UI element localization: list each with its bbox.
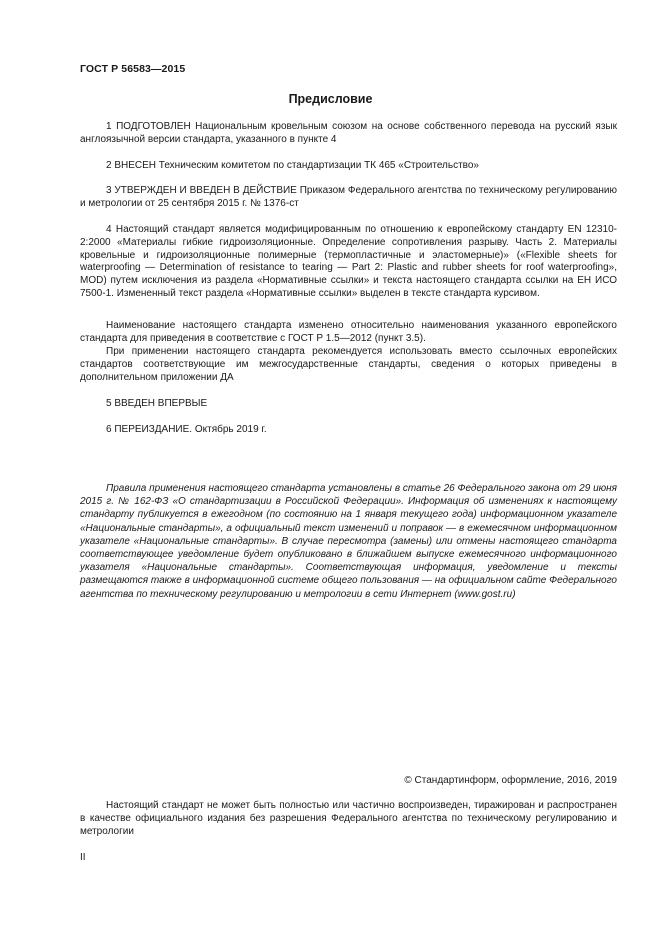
paragraph-introduced: 5 ВВЕДЕН ВПЕРВЫЕ bbox=[106, 398, 208, 409]
rules-notice: Правила применения настоящего стандарта установлены в статье 26 Федерального закона от 29 июня 2015 г. № 162-ФЗ «О стандартизации в Российской Федерации». Информация об изменениях к настоящему стандарту публикуется в ежегодном (по состоянию на 1 января текущего года) информационном указателе «Национальные стандарты», а официальный текст изменений и поправок — в ежемесячном информационном указателе «Национальные стандарты». В случае пересмотра (замены) или отмены настоящего стандарта соответствующее уведомление будет опубликовано в ближайшем выпуске ежемесячного информационного указателя «Национальные стандарты». Соответствующая информация, уведомление и тексты размещаются также в информационной системе общего пользования — на официальном сайте Федерального агентства по техническому регулированию и метрологии в сети Интернет (www.gost.ru) bbox=[80, 483, 617, 600]
document-code: ГОСТ Р 56583—2015 bbox=[80, 63, 186, 75]
page-number: II bbox=[80, 852, 86, 863]
paragraph-reissue: 6 ПЕРЕИЗДАНИЕ. Октябрь 2019 г. bbox=[106, 424, 267, 435]
reproduction-notice: Настоящий стандарт не может быть полностью или частично воспроизведен, тиражирован и распространен в качестве официального издания без разрешения Федерального агентства по техническому регулированию и метрологии bbox=[80, 800, 617, 837]
paragraph-name-change: Наименование настоящего стандарта изменено относительно наименования указанного европейского стандарта для приведения в соответствие с ГОСТ Р 1.5—2012 (пункт 3.5). bbox=[80, 320, 617, 344]
paragraph-submitted-by: 2 ВНЕСЕН Техническим комитетом по стандартизации ТК 465 «Строительство» bbox=[106, 160, 479, 171]
paragraph-approved: 3 УТВЕРЖДЕН И ВВЕДЕН В ДЕЙСТВИЕ Приказом Федерального агентства по техническому регулированию и метрологии от 25 сентября 2015 г. № 1376-ст bbox=[80, 185, 617, 209]
paragraph-prepared-by: 1 ПОДГОТОВЛЕН Национальным кровельным союзом на основе собственного перевода на русский язык англоязычной версии стандарта, указанного в пункте 4 bbox=[80, 121, 617, 145]
paragraph-references: При применении настоящего стандарта рекомендуется использовать вместо ссылочных европейских стандартов соответствующие им межгосударственные стандарты, сведения о которых приведены в дополнительном приложении ДА bbox=[80, 346, 617, 383]
copyright: © Стандартинформ, оформление, 2016, 2019 bbox=[404, 775, 617, 786]
section-title: Предисловие bbox=[288, 92, 373, 106]
paragraph-modification: 4 Настоящий стандарт является модифицированным по отношению к европейскому стандарту EN 12310-2:2000 «Материалы гибкие гидроизоляционные. Определение сопротивления разрыву. Часть 2. Материалы кровельные и гидроизоляционные полимерные (термопластичные и эластомерные)» («Flexible sheets for waterproofing — Determination of resistance to tearing — Part 2: Plastic and rubber sheets for roof waterproofing», MOD) путем исключения из раздела «Нормативные ссылки» и текста настоящего стандарта ссылки на ЕН ИСО 7500-1. Измененный текст раздела «Нормативные ссылки» выделен в тексте стандарта курсивом. bbox=[80, 224, 617, 299]
